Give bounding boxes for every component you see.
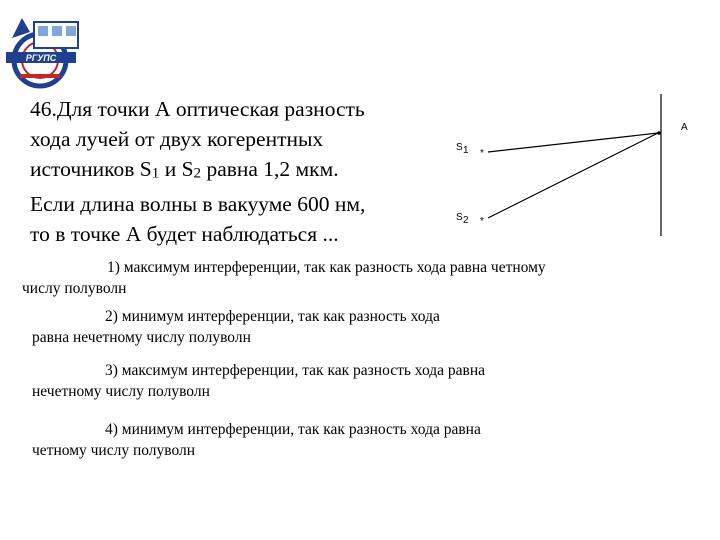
label-s1: S	[456, 142, 463, 153]
answer-line: 4) минимум интерференции, так как разность хода равна	[105, 421, 481, 438]
answer-option-1[interactable]	[22, 257, 546, 299]
answer-line: 2) минимум интерференции, так как разность хода	[105, 308, 440, 325]
question-fragment: источников S	[30, 157, 152, 181]
question-fragment: и S	[159, 157, 194, 181]
logo-text: РГУПС	[25, 53, 57, 63]
label-s2: S	[456, 212, 463, 223]
answer-line: числу полуволн	[22, 280, 127, 297]
label-a: A	[681, 122, 688, 133]
question-line: 46.Для точки А оптическая разность	[30, 97, 365, 121]
question-line: хода лучей от двух когерентных	[30, 127, 324, 151]
answer-option-4[interactable]	[32, 419, 481, 461]
label-s1-sub: 1	[463, 145, 469, 156]
question-text	[30, 94, 430, 249]
subscript: 2	[193, 165, 202, 182]
subscript: 1	[151, 165, 160, 182]
answer-line: 3) максимум интерференции, так как разность хода равна	[105, 362, 486, 379]
answer-line: равна нечетному числу полуволн	[32, 329, 251, 346]
answer-line: нечетному числу полуволн	[32, 383, 210, 400]
sources-diagram	[430, 90, 720, 240]
answer-line: 1) максимум интерференции, так как разность хода равна четному	[107, 259, 546, 276]
star-s2: *	[480, 216, 484, 227]
ray-s2	[488, 133, 658, 218]
question-line: то в точке А будет наблюдаться ...	[30, 221, 339, 246]
question-fragment: равна 1,2 мкм.	[201, 157, 339, 181]
star-s1: *	[480, 148, 484, 159]
answer-line: четному числу полуволн	[32, 442, 196, 459]
question-line	[30, 154, 430, 189]
ray-s1	[488, 133, 658, 152]
answer-option-3[interactable]	[32, 360, 485, 402]
answer-option-2[interactable]	[32, 306, 440, 348]
question-line: Если длина волны в вакууме 600 нм,	[30, 191, 366, 216]
label-s2-sub: 2	[463, 215, 469, 226]
point-a	[657, 131, 661, 135]
university-logo	[2, 12, 82, 92]
